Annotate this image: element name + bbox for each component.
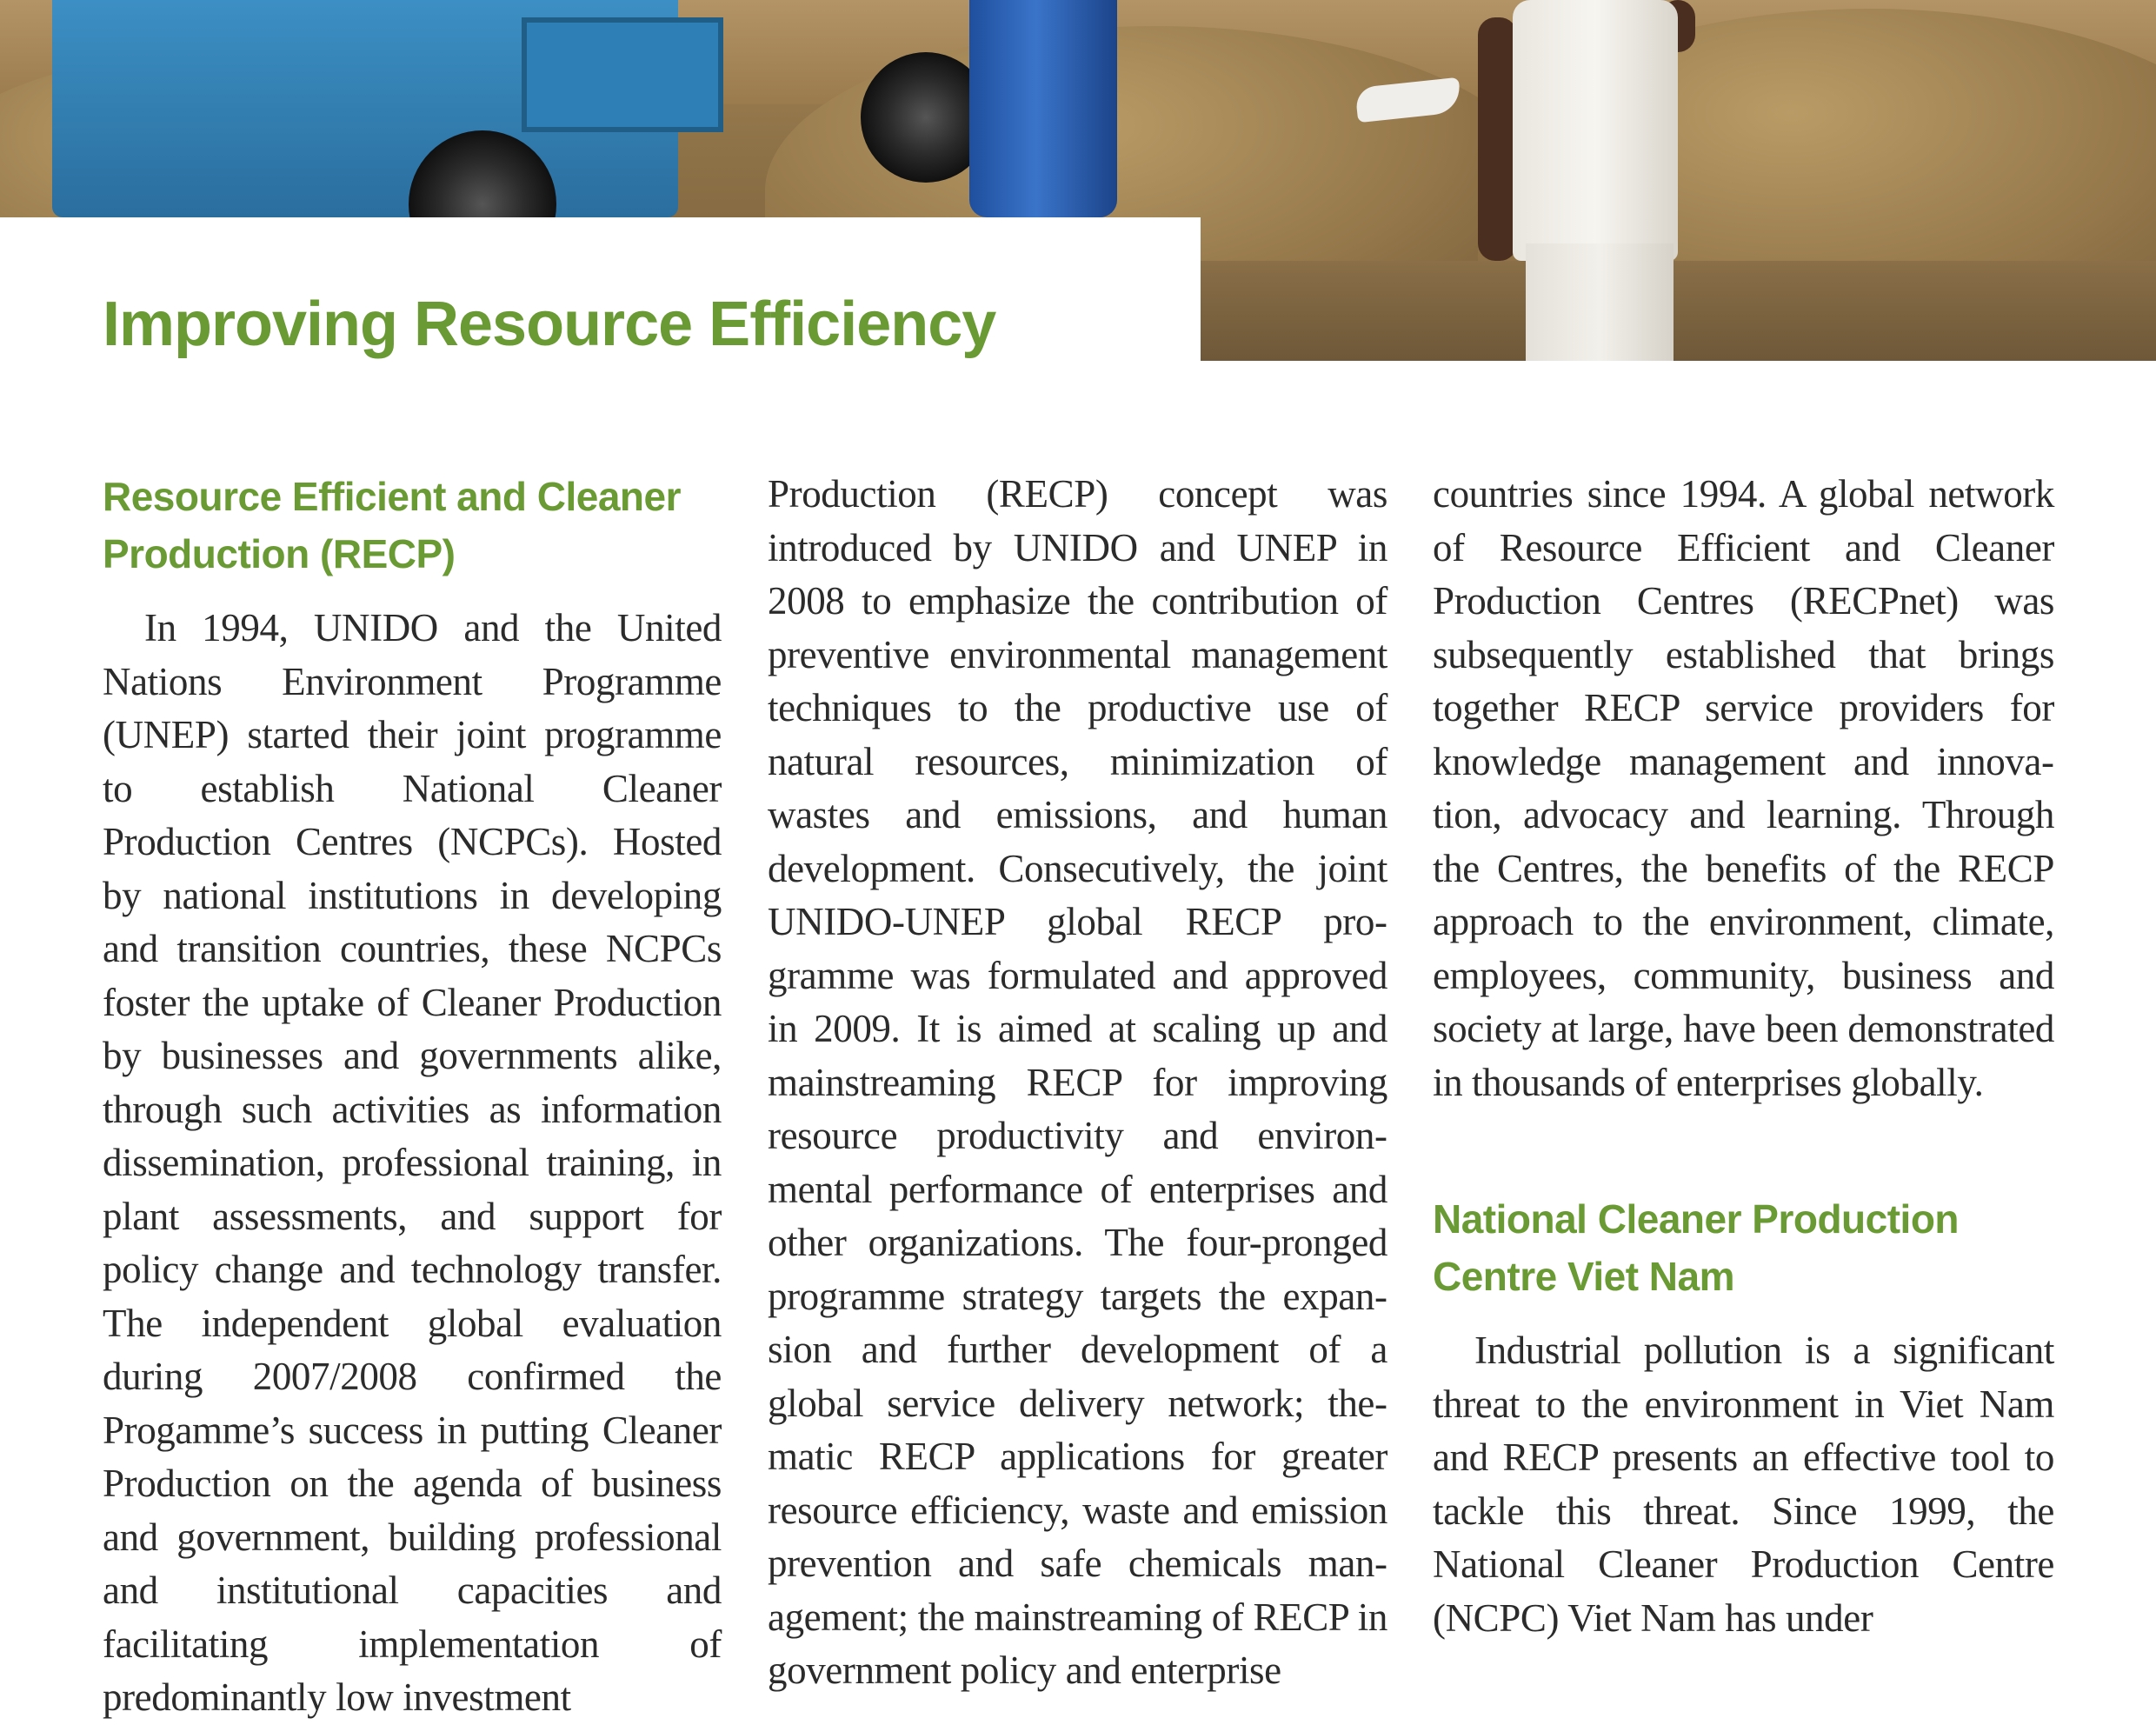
column-1 <box>103 468 722 1725</box>
worker-pants <box>1526 243 1674 361</box>
body-paragraph: Production (RECP) concept was introduced by UNIDO and UNEP in 2008 to emphasize the contribution of preventive environmental management techniques to the productive use of natural resources, minimization of wastes and emissions, and human development. Consecutively, the joint UNIDO-UNEP global RECP programme was formulated and approved in 2009. It is aimed at scaling up and mainstreaming RECP for improving resource productivity and environmental performance of enterprises and other organizations. The four-pronged programme strategy targets the expansion and further development of a global service delivery network; thematic RECP applications for greater resource efficiency, waste and emission prevention and safe chemicals management; the mainstreaming of RECP in government policy and enterprise <box>768 472 1387 1692</box>
worker-arm <box>1478 17 1517 261</box>
column-3 <box>1433 468 2054 1645</box>
worker-shirt <box>1513 0 1678 261</box>
machine-panel <box>522 17 723 132</box>
section-heading-recp: Resource Efficient and Cleaner Production (RECP) <box>103 474 681 576</box>
body-paragraph: countries since 1994. A global network of Resource Efficient and Cleaner Production Centres (RECPnet) was subsequently established that brings together RECP service providers for knowledge management and innovation, advocacy and learning. Through the Centres, the benefits of the RECP approach to the environment, climate, employees, community, business and society at large, have been demonstrated in thousands of enterprises globally. <box>1433 472 2054 1104</box>
blue-barrel <box>969 0 1117 217</box>
column-2 <box>768 468 1387 1698</box>
section-heading-ncpc-viet-nam: National Cleaner Production Centre Viet Nam <box>1433 1196 1960 1299</box>
farm-worker <box>1478 0 1713 361</box>
body-paragraph: Industrial pollution is a significant threat to the environment in Viet Nam and RECP presents an effective tool to tackle this threat. Since 1999, the National Cleaner Production Centre (NCPC) Viet Nam has under <box>1433 1329 2054 1640</box>
body-paragraph: In 1994, UNIDO and the United Nations Environment Programme (UNEP) started their joint programme to establish National Cleaner Production Centres (NCPCs). Hosted by national institutions in developing and transition countries, these NCPCs foster the uptake of Cleaner Production by businesses and governments alike, through such activities as information dissemination, professional training, in plant assessments, and support for policy change and technology transfer. The independent global evaluation during 2007/2008 confirmed the Progamme’s success in putting Cleaner Production on the agenda of business and government, building professional and institutional capacities and facilitating implementation of predominantly low investment <box>103 606 722 1719</box>
page-title: Improving Resource Efficiency <box>103 290 996 359</box>
threshing-machine <box>52 0 678 217</box>
